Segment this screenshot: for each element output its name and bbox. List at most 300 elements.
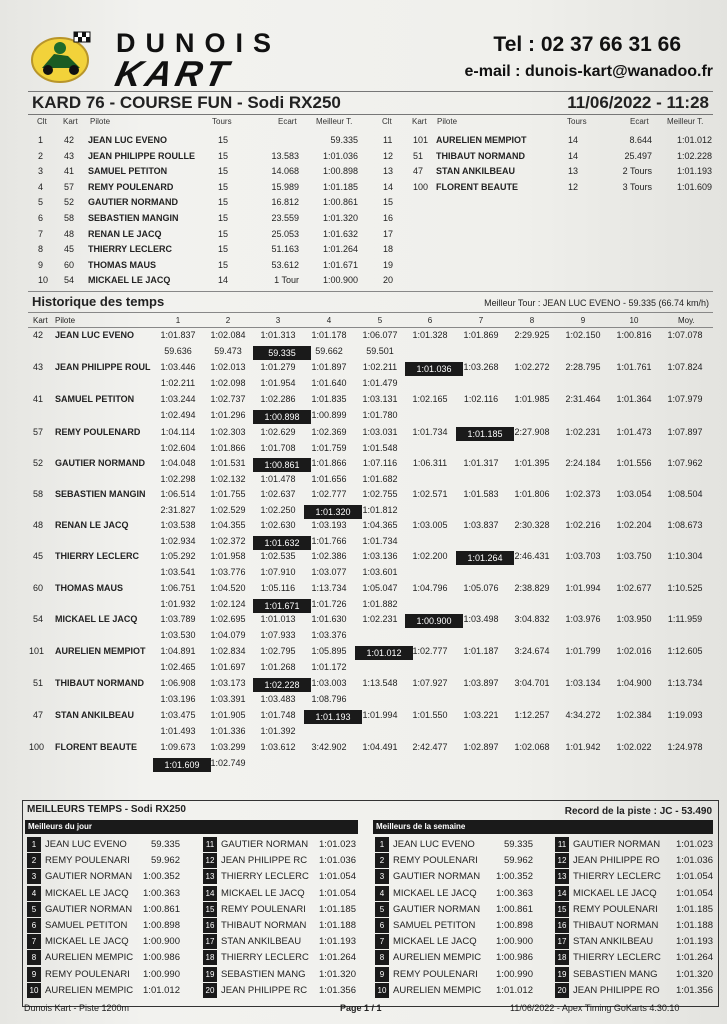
history-col-moy: Moy. — [678, 316, 695, 325]
lap-time: 1:01.682 — [362, 474, 398, 484]
best-time-value: 1:01.264 — [319, 952, 356, 964]
best-time-rank: 12 — [203, 853, 217, 868]
history-col-lap: 5 — [377, 316, 383, 325]
best-time-rank: 6 — [375, 918, 389, 933]
best-time-value: 1:01.264 — [676, 952, 713, 964]
lap-time: 1:01.556 — [616, 458, 652, 468]
lap-time: 1:01.942 — [565, 742, 601, 752]
best-lap-highlight: 1:01.671 — [253, 599, 311, 613]
history-average: 1:07.979 — [667, 394, 703, 404]
best-time-row — [375, 869, 535, 884]
lap-time: 1:03.003 — [311, 678, 347, 688]
result-ecart: 15.989 — [271, 181, 299, 192]
result-meilleur: 1:01.036 — [322, 150, 358, 161]
best-time-row — [555, 934, 715, 949]
lap-time: 1:02.286 — [260, 394, 296, 404]
lap-time: 1:02.298 — [160, 474, 196, 484]
lap-time: 1:07.927 — [412, 678, 448, 688]
best-time-pilot: AURELIEN MEMPIC — [393, 984, 482, 996]
lap-time: 1:01.994 — [362, 710, 398, 720]
best-time-value: 1:00.363 — [143, 887, 180, 899]
best-time-value: 1:01.023 — [319, 839, 356, 850]
lap-time: 2:29.925 — [514, 330, 550, 340]
best-time-value: 1:00.900 — [143, 936, 180, 948]
best-time-value: 1:00.986 — [143, 952, 180, 964]
lap-time: 1:02.934 — [160, 536, 196, 546]
lap-time: 1:06.751 — [160, 583, 196, 593]
history-pilote: JEAN LUC EVENO — [55, 330, 135, 340]
result-kart: 60 — [64, 259, 75, 270]
lap-time: 1:02.637 — [260, 489, 296, 499]
lap-time: 1:02.629 — [260, 427, 296, 437]
best-time-pilot: THIERRY LECLERC — [573, 871, 661, 883]
lap-time: 1:01.780 — [362, 410, 398, 420]
lap-time: 1:01.954 — [260, 378, 296, 388]
result-clt: 19 — [383, 259, 394, 270]
result-meilleur: 1:01.609 — [676, 181, 712, 192]
history-col-pilote: Pilote — [55, 316, 76, 325]
best-time-row — [27, 983, 187, 998]
best-time-pilot: JEAN LUC EVENO — [393, 839, 475, 850]
lap-time: 1:02.116 — [463, 394, 499, 404]
history-row — [0, 678, 727, 710]
history-average: 1:07.897 — [667, 427, 703, 437]
result-clt: 9 — [38, 259, 44, 270]
history-average: 1:12.605 — [667, 646, 703, 656]
history-col-kart: Kart — [33, 316, 48, 325]
lap-time: 1:02.132 — [210, 474, 246, 484]
best-time-row — [203, 837, 363, 852]
best-time-value: 1:01.188 — [319, 920, 356, 931]
history-pilote: THOMAS MAUS — [55, 583, 123, 593]
result-ecart: 25.497 — [624, 150, 652, 161]
track-record: Record de la piste : JC - 53.490 — [564, 806, 712, 817]
result-clt: 6 — [38, 213, 44, 223]
lap-time: 1:01.837 — [160, 330, 196, 340]
best-time-value: 1:00.990 — [143, 968, 180, 980]
best-time-row — [27, 950, 187, 965]
brand-logo — [111, 28, 282, 95]
best-lap-highlight: 1:01.036 — [405, 362, 463, 376]
best-time-rank: 17 — [555, 934, 569, 949]
best-time-rank: 11 — [555, 837, 569, 852]
lap-time: 59.636 — [164, 346, 192, 356]
lap-time: 1:02.777 — [311, 489, 347, 499]
lap-time: 1:03.268 — [463, 362, 499, 372]
history-average: 1:11.959 — [667, 614, 703, 624]
lap-time: 1:01.328 — [412, 330, 448, 340]
lap-time: 1:01.548 — [362, 443, 398, 453]
best-time-pilot: SEBASTIEN MANG — [221, 968, 306, 980]
history-col-lap: 1 — [175, 316, 181, 325]
lap-time: 1:02.303 — [210, 427, 246, 437]
lap-time: 1:03.498 — [463, 614, 499, 624]
best-time-row — [203, 950, 363, 965]
best-time-value: 1:01.185 — [676, 903, 713, 915]
lap-time: 1:08.796 — [311, 694, 347, 704]
result-kart: 47 — [413, 166, 424, 177]
lap-time: 1:01.766 — [311, 536, 347, 546]
col-kart: Kart — [63, 117, 78, 126]
best-time-pilot: REMY POULENARI — [45, 968, 130, 980]
result-pilote: THIERRY LECLERC — [88, 244, 173, 255]
result-clt: 12 — [383, 150, 394, 161]
lap-time: 1:02.211 — [160, 378, 196, 388]
footer-track: Dunois Kart - Piste 1200m — [24, 1003, 130, 1013]
best-time-value: 59.335 — [503, 839, 533, 850]
best-time-row — [555, 886, 715, 901]
lap-time: 1:03.391 — [210, 694, 246, 704]
result-clt: 7 — [38, 228, 44, 239]
result-tours: 13 — [568, 166, 579, 177]
lap-time: 1:04.048 — [160, 458, 196, 468]
result-row — [0, 229, 727, 243]
result-kart: 100 — [413, 181, 429, 192]
best-time-value: 1:01.036 — [676, 855, 713, 867]
result-ecart: 14.068 — [271, 166, 299, 177]
best-time-row — [375, 918, 535, 933]
result-clt: 1 — [38, 135, 44, 145]
result-pilote: JEAN PHILIPPE ROULLE — [88, 150, 196, 161]
best-day-title: Meilleurs du jour — [25, 820, 358, 834]
best-time-value: 1:00.898 — [143, 920, 180, 931]
lap-time: 1:01.708 — [260, 443, 296, 453]
history-kart: 48 — [33, 520, 44, 530]
best-time-rank: 19 — [203, 967, 217, 982]
result-row — [0, 244, 727, 258]
result-meilleur: 1:01.012 — [676, 135, 712, 145]
result-meilleur: 1:00.898 — [322, 166, 358, 177]
result-clt: 16 — [383, 213, 394, 223]
result-pilote: GAUTIER NORMAND — [88, 197, 178, 208]
best-time-pilot: GAUTIER NORMAN — [221, 839, 309, 850]
lap-time: 1:01.656 — [311, 474, 347, 484]
result-tours: 15 — [218, 244, 229, 255]
lap-time: 1:01.748 — [260, 710, 296, 720]
best-lap-highlight: 1:01.264 — [456, 551, 514, 565]
lap-time: 1:02.272 — [514, 362, 550, 372]
lap-time: 1:06.514 — [160, 489, 196, 499]
lap-time: 1:05.076 — [463, 583, 499, 593]
lap-time: 1:07.910 — [260, 567, 296, 577]
lap-time: 1:03.054 — [616, 489, 652, 499]
result-meilleur: 1:01.671 — [322, 259, 358, 270]
result-tours: 15 — [218, 228, 229, 239]
lap-time: 1:02.016 — [616, 646, 652, 656]
result-ecart: 3 Tours — [622, 181, 652, 192]
lap-time: 1:01.958 — [210, 551, 246, 561]
lap-time: 1:02.250 — [260, 505, 296, 515]
lap-time: 1:03.601 — [362, 567, 398, 577]
lap-time: 1:02.231 — [565, 427, 601, 437]
lap-time: 1:01.531 — [210, 458, 246, 468]
history-pilote: SAMUEL PETITON — [55, 394, 135, 404]
history-average: 1:10.525 — [667, 583, 703, 593]
lap-time: 2:27.908 — [514, 427, 550, 437]
lap-time: 1:01.697 — [210, 662, 246, 672]
lap-time: 1:02.150 — [565, 330, 601, 340]
best-week-panel — [373, 820, 715, 1002]
lap-time: 4:34.272 — [565, 710, 601, 720]
divider — [28, 327, 713, 328]
result-ecart: 1 Tour — [274, 275, 299, 286]
result-tours: 15 — [218, 197, 229, 208]
lap-time: 1:05.292 — [160, 551, 196, 561]
best-time-rank: 15 — [555, 902, 569, 917]
best-time-row — [203, 934, 363, 949]
lap-time: 1:02.231 — [362, 614, 398, 624]
lap-time: 2:31.827 — [160, 505, 196, 515]
lap-time: 1:02.571 — [412, 489, 448, 499]
result-clt: 14 — [383, 181, 394, 192]
lap-time: 1:02.124 — [210, 599, 246, 609]
history-kart: 42 — [33, 330, 44, 340]
lap-time: 1:03.976 — [565, 614, 601, 624]
best-lap-highlight: 1:01.632 — [253, 536, 311, 550]
result-row — [0, 260, 727, 274]
best-time-value: 1:00.861 — [496, 903, 533, 915]
col-pilote-right: Pilote — [437, 117, 458, 126]
best-time-rank: 6 — [27, 918, 41, 933]
lap-time: 1:03.193 — [311, 520, 347, 530]
lap-time: 1:03.750 — [616, 551, 652, 561]
best-time-rank: 20 — [203, 983, 217, 998]
lap-time: 1:03.530 — [160, 630, 196, 640]
lap-time: 1:03.173 — [210, 678, 246, 688]
best-time-value: 1:00.990 — [496, 968, 533, 980]
lap-time: 1:04.355 — [210, 520, 246, 530]
best-time-value: 1:01.193 — [676, 936, 713, 948]
best-time-rank: 9 — [27, 967, 41, 982]
lap-time: 2:38.829 — [514, 583, 550, 593]
result-tours: 15 — [218, 213, 229, 223]
history-pilote: AURELIEN MEMPIOT — [55, 646, 146, 656]
best-time-rank: 17 — [203, 934, 217, 949]
result-kart: 52 — [64, 197, 75, 208]
email-address: e-mail : dunois-kart@wanadoo.fr — [464, 63, 713, 80]
lap-time: 1:01.905 — [210, 710, 246, 720]
lap-time: 1:05.895 — [311, 646, 347, 656]
best-time-pilot: MICKAEL LE JACQ — [393, 887, 477, 899]
lap-time: 1:02.098 — [210, 378, 246, 388]
lap-time: 1:03.244 — [160, 394, 196, 404]
history-row — [0, 583, 727, 615]
lap-time: 1:01.835 — [311, 394, 347, 404]
best-time-rank: 3 — [375, 869, 389, 884]
lap-time: 1:04.365 — [362, 520, 398, 530]
lap-time: 1:12.257 — [514, 710, 550, 720]
result-ecart: 8.644 — [629, 135, 652, 145]
best-time-rank: 9 — [375, 967, 389, 982]
lap-time: 1:01.493 — [160, 726, 196, 736]
result-tours: 15 — [218, 181, 229, 192]
history-row — [0, 489, 727, 521]
result-ecart: 23.559 — [271, 213, 299, 223]
best-time-row — [27, 869, 187, 884]
lap-time: 3:04.701 — [514, 678, 550, 688]
result-tours: 15 — [218, 150, 229, 161]
best-time-rank: 7 — [27, 934, 41, 949]
lap-time: 1:03.196 — [160, 694, 196, 704]
lap-time: 1:02.535 — [260, 551, 296, 561]
best-time-value: 1:00.861 — [143, 903, 180, 915]
result-pilote: JEAN LUC EVENO — [88, 135, 168, 145]
result-clt: 17 — [383, 228, 394, 239]
lap-time: 1:03.612 — [260, 742, 296, 752]
best-time-pilot: MICKAEL LE JACQ — [573, 887, 657, 899]
best-time-rank: 10 — [375, 983, 389, 998]
lap-time: 1:09.673 — [160, 742, 196, 752]
history-kart: 58 — [33, 489, 44, 499]
best-time-row — [375, 950, 535, 965]
lap-time: 1:03.483 — [260, 694, 296, 704]
lap-time: 1:03.703 — [565, 551, 601, 561]
history-pilote: SEBASTIEN MANGIN — [55, 489, 146, 499]
lap-time: 1:04.891 — [160, 646, 196, 656]
best-time-row — [555, 869, 715, 884]
result-pilote: RENAN LE JACQ — [88, 228, 162, 239]
lap-time: 1:04.491 — [362, 742, 398, 752]
col-clt: Clt — [37, 117, 47, 126]
best-time-pilot: REMY POULENARI — [45, 855, 130, 867]
lap-time: 1:01.866 — [311, 458, 347, 468]
col-tours: Tours — [212, 117, 232, 126]
divider — [28, 291, 713, 292]
best-time-rank: 5 — [375, 902, 389, 917]
lap-time: 1:02.084 — [210, 330, 246, 340]
best-time-rank: 16 — [203, 918, 217, 933]
best-time-pilot: MICKAEL LE JACQ — [45, 936, 129, 948]
best-time-row — [203, 918, 363, 933]
history-row — [0, 362, 727, 394]
lap-time: 2:42.477 — [412, 742, 448, 752]
best-time-pilot: MICKAEL LE JACQ — [393, 936, 477, 948]
lap-time: 1:01.630 — [311, 614, 347, 624]
best-time-value: 59.962 — [503, 855, 533, 867]
best-time-row — [555, 983, 715, 998]
result-pilote: AURELIEN MEMPIOT — [436, 135, 527, 145]
lap-time: 1:01.812 — [362, 505, 398, 515]
history-pilote: MICKAEL LE JACQ — [55, 614, 138, 624]
best-time-pilot: THIERRY LECLERC — [573, 952, 661, 964]
lap-time: 1:02.749 — [210, 758, 246, 768]
history-average: 1:10.304 — [667, 551, 703, 561]
lap-time: 1:01.172 — [311, 662, 347, 672]
lap-time: 1:04.796 — [412, 583, 448, 593]
history-average: 1:07.962 — [667, 458, 703, 468]
best-time-pilot: JEAN PHILIPPE RC — [221, 855, 308, 867]
best-time-row — [555, 837, 715, 852]
best-time-pilot: GAUTIER NORMAN — [393, 871, 481, 883]
best-time-row — [27, 886, 187, 901]
col-pilote: Pilote — [90, 117, 111, 126]
lap-time: 1:02.529 — [210, 505, 246, 515]
result-row — [0, 166, 727, 180]
lap-time: 1:02.216 — [565, 520, 601, 530]
lap-time: 1:03.077 — [311, 567, 347, 577]
lap-time: 1:03.538 — [160, 520, 196, 530]
lap-time: 1:00.899 — [311, 410, 347, 420]
best-time-value: 1:00.352 — [496, 871, 533, 883]
best-time-row — [203, 983, 363, 998]
history-kart: 54 — [33, 614, 44, 624]
history-average: 1:13.734 — [667, 678, 703, 688]
result-tours: 14 — [568, 135, 579, 145]
best-time-row — [203, 886, 363, 901]
lap-time: 1:13.548 — [362, 678, 398, 688]
best-lap-highlight: 1:01.193 — [304, 710, 362, 724]
lap-time: 1:03.789 — [160, 614, 196, 624]
history-kart: 101 — [29, 646, 45, 656]
best-time-pilot: MICKAEL LE JACQ — [45, 887, 129, 899]
lap-time: 2:24.184 — [565, 458, 601, 468]
lap-time: 59.501 — [366, 346, 394, 356]
result-row — [0, 275, 727, 289]
best-time-value: 1:01.320 — [676, 968, 713, 980]
history-pilote: GAUTIER NORMAND — [55, 458, 145, 468]
lap-time: 1:03.475 — [160, 710, 196, 720]
lap-time: 1:02.068 — [514, 742, 550, 752]
result-meilleur: 59.335 — [330, 135, 358, 145]
best-time-row — [27, 918, 187, 933]
result-clt: 2 — [38, 150, 44, 161]
result-clt: 11 — [383, 135, 393, 145]
result-tours: 12 — [568, 181, 579, 192]
divider — [28, 312, 713, 313]
lap-time: 1:01.473 — [616, 427, 652, 437]
best-time-pilot: SEBASTIEN MANG — [573, 968, 658, 980]
lap-time: 3:42.902 — [311, 742, 347, 752]
race-datetime: 11/06/2022 - 11:28 — [567, 93, 709, 112]
best-time-pilot: THIERRY LECLERC — [221, 871, 309, 883]
result-tours: 15 — [218, 259, 229, 270]
lap-time: 1:02.013 — [210, 362, 246, 372]
result-kart: 43 — [64, 150, 75, 161]
lap-time: 1:01.178 — [311, 330, 347, 340]
lap-time: 1:01.395 — [514, 458, 550, 468]
lap-time: 1:07.116 — [362, 458, 398, 468]
lap-time: 1:13.734 — [311, 583, 347, 593]
result-clt: 3 — [38, 166, 44, 177]
lap-time: 1:02.386 — [311, 551, 347, 561]
history-row — [0, 742, 727, 774]
race-title-bar — [28, 91, 713, 115]
best-time-row — [203, 853, 363, 868]
history-kart: 57 — [33, 427, 44, 437]
result-pilote: MICKAEL LE JACQ — [88, 275, 171, 286]
history-kart: 47 — [33, 710, 44, 720]
result-pilote: SEBASTIEN MANGIN — [88, 213, 179, 223]
history-kart: 100 — [29, 742, 45, 752]
result-meilleur: 1:01.632 — [322, 228, 358, 239]
best-lap-highlight: 1:01.609 — [153, 758, 211, 772]
result-clt: 18 — [383, 244, 394, 255]
lap-time: 1:01.392 — [260, 726, 296, 736]
best-time-pilot: AURELIEN MEMPIC — [45, 984, 134, 996]
history-average: 1:08.504 — [667, 489, 703, 499]
history-row — [0, 551, 727, 583]
best-time-pilot: JEAN PHILIPPE RC — [221, 984, 308, 996]
best-time-rank: 18 — [555, 950, 569, 965]
result-meilleur: 1:01.185 — [322, 181, 358, 192]
best-time-row — [555, 967, 715, 982]
best-lap-highlight: 1:01.185 — [456, 427, 514, 441]
history-row — [0, 646, 727, 678]
best-time-rank: 3 — [27, 869, 41, 884]
best-time-pilot: REMY POULENARI — [221, 903, 306, 915]
lap-time: 1:01.799 — [565, 646, 601, 656]
lap-time: 2:31.464 — [565, 394, 601, 404]
